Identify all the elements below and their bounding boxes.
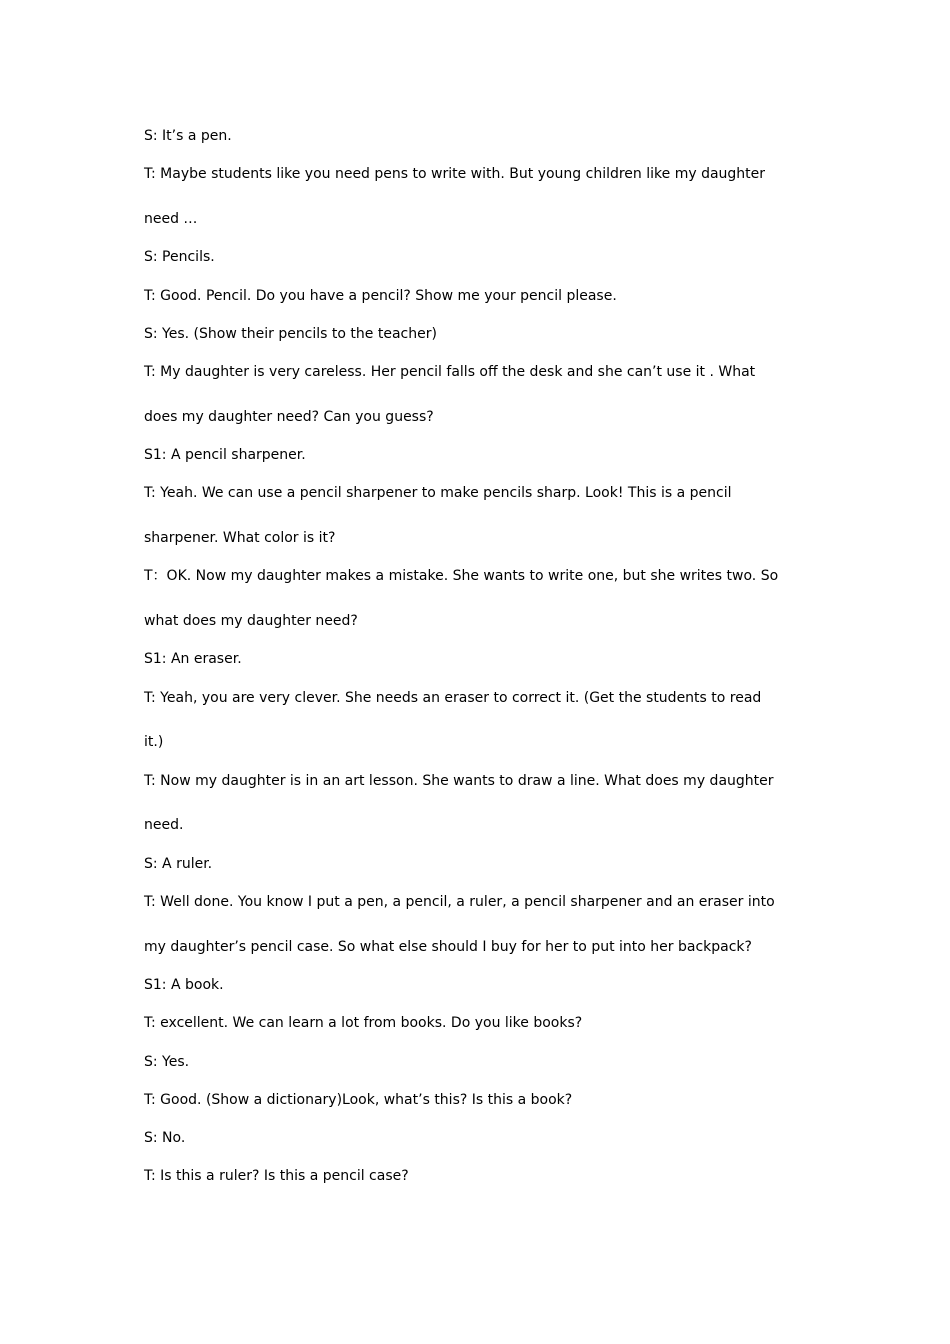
dialogue-line: S: It’s a pen. <box>144 128 232 144</box>
dialogue-line: need … <box>144 210 198 227</box>
dialogue-line: what does my daughter need? <box>144 613 358 630</box>
dialogue-line: T: Maybe students like you need pens to write with. But young children like my daughter <box>144 166 766 183</box>
dialogue-line: does my daughter need? Can you guess? <box>144 408 434 425</box>
dialogue-line: sharpener. What color is it? <box>144 530 336 547</box>
dialogue-line: T: My daughter is very careless. Her pencil falls off the desk and she can’t use it . What <box>144 364 756 381</box>
dialogue-line: T: Well done. You know I put a pen, a pencil, a ruler, a pencil sharpener and an eraser into <box>144 893 775 910</box>
dialogue-text <box>144 126 804 1186</box>
dialogue-line: my daughter’s pencil case. So what else should I buy for her to put into her backpack? <box>144 938 752 955</box>
dialogue-line: S: Yes. <box>144 1053 190 1070</box>
dialogue-line: S: No. <box>144 1130 186 1147</box>
dialogue-line: S1: An eraser. <box>144 651 242 668</box>
dialogue-line: S1: A pencil sharpener. <box>144 447 306 464</box>
dialogue-line: T：OK. Now my daughter makes a mistake. She wants to write one, but she writes two. So <box>144 568 779 585</box>
dialogue-line: T: Yeah, you are very clever. She needs an eraser to correct it. (Get the students to read <box>144 689 762 706</box>
dialogue-line: it.) <box>144 734 164 751</box>
dialogue-line: S: A ruler. <box>144 855 213 872</box>
dialogue-line: T: Good. (Show a dictionary)Look, what’s this? Is this a book? <box>144 1091 573 1108</box>
dialogue-line: T: Yeah. We can use a pencil sharpener to make pencils sharp. Look! This is a pencil <box>144 485 732 502</box>
dialogue-line: S: Pencils. <box>144 249 215 266</box>
dialogue-line: need. <box>144 817 184 834</box>
dialogue-line: T: Good. Pencil. Do you have a pencil? Show me your pencil please. <box>144 287 617 304</box>
dialogue-line: S: Yes. (Show their pencils to the teacher) <box>144 325 437 342</box>
dialogue-line: T: Now my daughter is in an art lesson. She wants to draw a line. What does my daughter <box>144 772 774 789</box>
dialogue-line: S1: A book. <box>144 976 224 993</box>
dialogue-line: T: excellent. We can learn a lot from books. Do you like books? <box>144 1015 583 1032</box>
dialogue-line: T: Is this a ruler? Is this a pencil case? <box>144 1168 409 1185</box>
